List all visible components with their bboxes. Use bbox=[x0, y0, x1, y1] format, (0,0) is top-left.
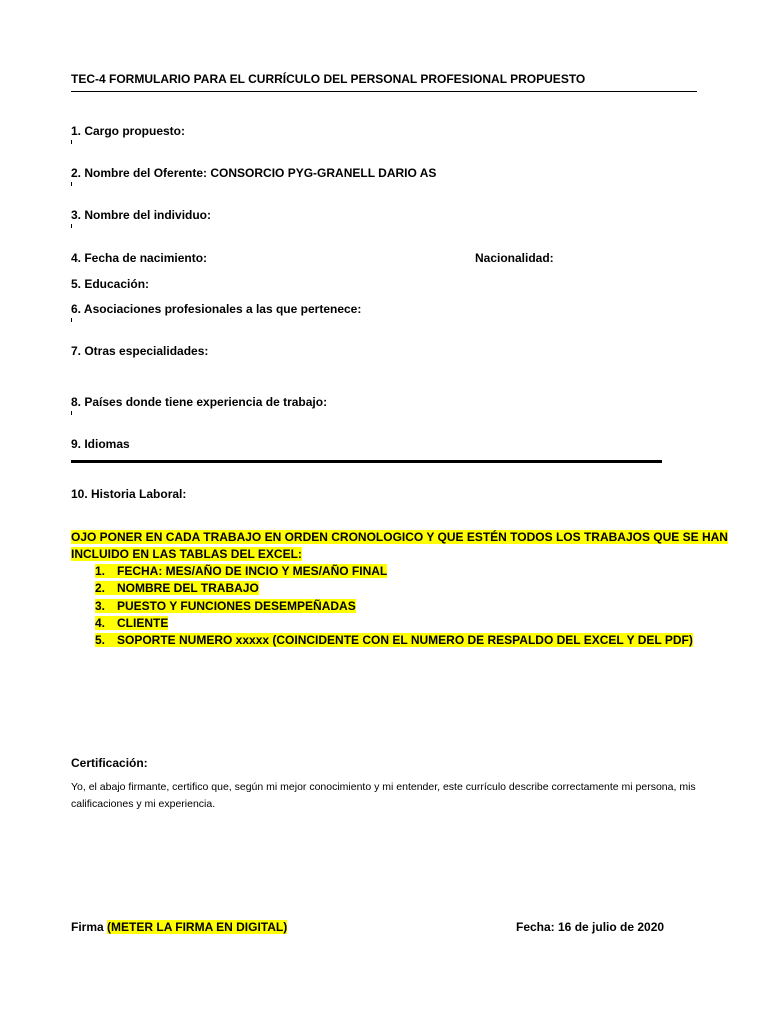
certification-text: Yo, el abajo firmante, certifico que, según mi mejor conocimiento y mi entender, este currículo describe correctamente mi persona, mis calificaciones y mi experiencia. bbox=[71, 781, 696, 810]
field-nacionalidad: Nacionalidad: bbox=[475, 251, 554, 265]
field-paises: 8. Países donde tiene experiencia de trabajo: bbox=[71, 395, 328, 409]
field-educacion: 5. Educación: bbox=[71, 277, 150, 291]
field-marker bbox=[71, 140, 72, 144]
signature-line bbox=[71, 920, 287, 934]
field-nacimiento: 4. Fecha de nacimiento: bbox=[71, 251, 208, 265]
note-line-1 bbox=[71, 530, 728, 544]
field-marker bbox=[71, 182, 72, 186]
field-marker bbox=[71, 411, 72, 415]
field-cargo: 1. Cargo propuesto: bbox=[71, 124, 186, 138]
certification-heading: Certificación: bbox=[71, 756, 148, 770]
note-item: 3. PUESTO Y FUNCIONES DESEMPEÑADAS bbox=[95, 599, 356, 613]
note-highlight: OJO PONER EN CADA TRABAJO EN ORDEN CRONOLOGICO Y QUE ESTÉN TODOS LOS TRABAJOS QUE SE HAN bbox=[71, 530, 728, 544]
field-idiomas: 9. Idiomas bbox=[71, 437, 130, 451]
field-marker bbox=[71, 318, 72, 322]
field-historia: 10. Historia Laboral: bbox=[71, 487, 187, 501]
signature-placeholder: (METER LA FIRMA EN DIGITAL) bbox=[107, 920, 288, 934]
field-oferente: 2. Nombre del Oferente: CONSORCIO PYG-GRANELL DARIO AS bbox=[71, 166, 437, 180]
note-line-2 bbox=[71, 547, 302, 561]
field-marker bbox=[71, 224, 72, 228]
title-underline bbox=[71, 91, 697, 92]
note-highlight: INCLUIDO EN LAS TABLAS DEL EXCEL: bbox=[71, 547, 302, 561]
form-title: TEC-4 FORMULARIO PARA EL CURRÍCULO DEL PERSONAL PROFESIONAL PROPUESTO bbox=[71, 72, 586, 86]
note-item: 1. FECHA: MES/AÑO DE INCIO Y MES/AÑO FINAL bbox=[95, 564, 388, 578]
field-asociaciones: 6. Asociaciones profesionales a las que pertenece: bbox=[71, 302, 362, 316]
section-divider bbox=[71, 460, 662, 463]
field-especialidades: 7. Otras especialidades: bbox=[71, 344, 209, 358]
signature-label: Firma bbox=[71, 920, 104, 934]
note-item: 2. NOMBRE DEL TRABAJO bbox=[95, 581, 259, 595]
field-individuo: 3. Nombre del individuo: bbox=[71, 208, 212, 222]
note-item: 5. SOPORTE NUMERO xxxxx (COINCIDENTE CON EL NUMERO DE RESPALDO DEL EXCEL Y DEL PDF) bbox=[95, 633, 693, 647]
signature-date: Fecha: 16 de julio de 2020 bbox=[516, 920, 665, 934]
note-item: 4. CLIENTE bbox=[95, 616, 169, 630]
